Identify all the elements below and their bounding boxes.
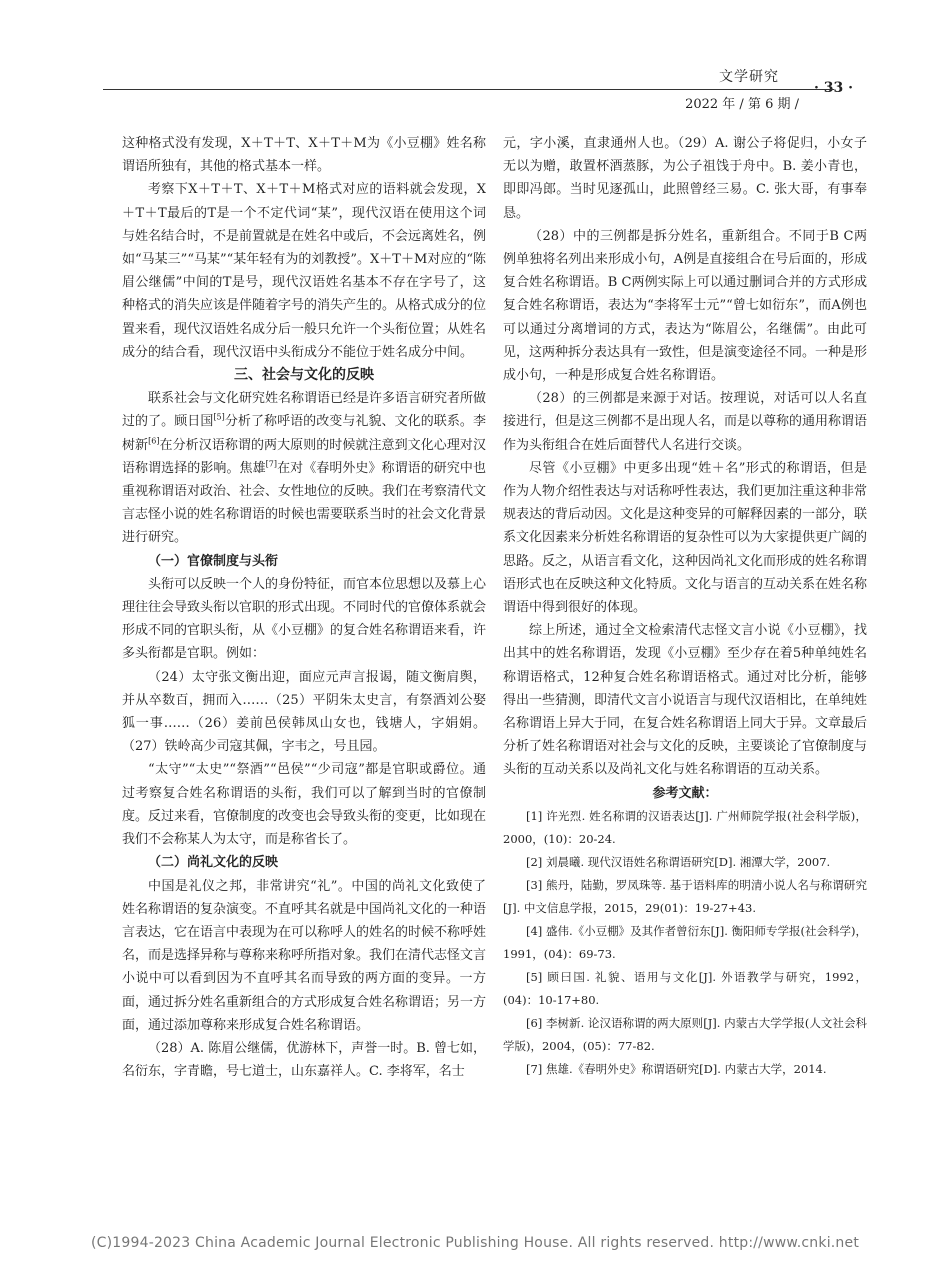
citation-ref: [6] — [148, 436, 160, 446]
paragraph: 综上所述，通过全文检索清代志怪文言小说《小豆棚》，找出其中的姓名称谓语，发现《小豆棚》至少存在着5种单纯姓名称谓语格式，12种复合姓名称谓语格式。通过对比分析，能够得出一些猜测，即清代文言小说语言与现代汉语相比，在单纯姓名称谓语上异大于同，在复合姓名称谓语上同大于异。文章最后分析了姓名称谓语对社会与文化的反映，主要谈论了官僚制度与头衔的互动关系以及尚礼文化与姓名称谓语的互动关系。 — [503, 623, 868, 778]
text-run: 分析了称呼语的改变与礼貌、文化的联系。李树新 — [122, 414, 486, 453]
subsection-title: （一）官僚制度与头衔 — [148, 553, 279, 569]
issue-label: 2022 年 / 第 6 期 / — [685, 97, 799, 112]
left-column — [122, 132, 486, 1083]
example-paragraph: （28）A. 陈眉公继儒，优游林下，声誉一时。B. 曾七如，名衍东，字青瞻，号七道士，山东嘉祥人。C. 李将军，名士 — [122, 1040, 487, 1080]
paragraph: 考察下X＋T＋T、X＋T＋M格式对应的语料就会发现，X＋T＋T最后的T是一个不定代词“某”，现代汉语在使用这个词与姓名结合时，不是前置就是在姓名中或后，不会远离姓名，例如“马某三”“马某”“某年轻有为的刘教授”。X＋T＋M对应的“陈眉公继儒”中间的T是号，现代汉语姓名基本不存在字号了，这种格式的消失应该是伴随着字号的消失产生的。从格式成分的位置来看，现代汉语姓名成分后一般只允许一个头衔位置；从姓名成分的结合看，现代汉语中头衔成分不能位于姓名成分中间。 — [122, 182, 487, 360]
subsection-title: （二）尚礼文化的反映 — [148, 855, 279, 871]
paragraph: （28）中的三例都是拆分姓名，重新组合。不同于B C两例单独将名列出来形成小句，A例是直接组合在号后面的，形成复合姓名称谓语。B C两例实际上可以通过删词合并的方式形成复合姓名称谓语，表达为“李将军士元”“曾七如衍东”，而A例也可以通过分离增词的方式，表达为“陈眉公，名继儒”。由此可见，这两种拆分表达具有一致性，但是演变途径不同。一种是形成小句，一种是形成复合姓名称谓语。 — [503, 228, 868, 384]
right-column — [503, 132, 867, 1081]
reference-item: [7] 焦雄.《春明外史》称谓语研究[D]. 内蒙古大学，2014. — [526, 1061, 827, 1076]
citation-ref: [5] — [213, 413, 225, 423]
text-run: 在对《春明外史》称谓语的研究中也重视称谓语对政治、社会、女性地位的反映。我们在考察清代文言志怪小说的姓名称谓语的时候也需要联系当时的社会文化背景进行研究。 — [122, 460, 487, 546]
example-paragraph: （24）太守张文衡出迎，面应元声言报谒，随文衡肩舆，并从卒数百，拥而入……（25）平阴朱太史言，有祭酒刘公娶狐一事……（26）姜前邑侯韩凤山女也，钱塘人，字娟娟。（27）铁岭高少司寇其佩，字韦之，号且园。 — [122, 669, 486, 755]
reference-item: [6] 李树新. 论汉语称谓的两大原则[J]. 内蒙古大学学报(人文社会科学版)，2004，(05)：77-82. — [503, 1015, 867, 1053]
references-list — [503, 805, 867, 1081]
header-rule — [103, 89, 834, 90]
paragraph: 这种格式没有发现，X＋T＋T、X＋T＋M为《小豆棚》姓名称谓语所独有，其他的格式基本一样。 — [122, 136, 486, 175]
reference-item: [1] 许光烈. 姓名称谓的汉语表达[J]. 广州师院学报(社会科学版)，2000，(10)：20-24. — [503, 808, 867, 846]
reference-item: [2] 刘晨曦. 现代汉语姓名称谓语研究[D]. 湘潭大学，2007. — [526, 854, 831, 869]
paragraph: 中国是礼仪之邦，非常讲究“礼”。中国的尚礼文化致使了姓名称谓语的复杂演变。不直呼其名就是中国尚礼文化的一种语言表达，它在语言中表现为在可以称呼人的姓名的时候不称呼姓名，而是选择异称与尊称来称呼所指对象。我们在清代志怪文言小说中可以看到因为不直呼其名而导致的两方面的变异。一方面，通过拆分姓名重新组合的方式形成复合姓名称谓语；另一方面，通过添加尊称来形成复合姓名称谓语。 — [122, 878, 487, 1033]
paragraph: 头衔可以反映一个人的身份特征，而官本位思想以及慕上心理往往会导致头衔以官职的形式出现。不同时代的官僚体系就会形成不同的官职头衔，从《小豆棚》的复合姓名称谓语来看，许多头衔都是官职。例如： — [122, 576, 487, 662]
paragraph: 尽管《小豆棚》中更多出现“姓＋名”形式的称谓语，但是作为人物介绍性表达与对话称呼性表达，我们更加注重这种非常规表达的背后动因。文化是这种变异的可解释因素的一部分，联系文化因素来分析姓名称谓语的复杂性可以为大家提供更广阔的思路。反之，从语言看文化，这种因尚礼文化而形成的姓名称谓语形式也在反映这种文化特质。文化与语言的互动关系在姓名称谓语中得到很好的体现。 — [503, 460, 868, 616]
reference-item: [5] 顾曰国. 礼貌、语用与文化[J]. 外语教学与研究，1992，(04)：10-17+80. — [503, 969, 867, 1007]
journal-name: 文学研究 — [719, 69, 779, 85]
page-number: · 33 · — [814, 80, 853, 96]
text-run: 联系社会与文化研究姓名称谓语已经是许多语言研究者所做过的了。顾日国 — [122, 391, 487, 430]
paragraph: “太守”“太史”“祭酒”“邑侯”“少司寇”都是官职或爵位。通过考察复合姓名称谓语的头衔，我们可以了解到当时的官僚制度。反过来看，官僚制度的改变也会导致头衔的变更，比如现在我们不会称某人为太守，而是称省长了。 — [122, 762, 487, 848]
section-title: 三、社会与文化的反映 — [234, 367, 374, 384]
paragraph — [122, 387, 486, 549]
text-run: 在分析汉语称谓的两大原则的时候就注意到文化心理对汉语称谓选择的影响。焦雄 — [122, 437, 486, 476]
references-title: 参考文献： — [652, 785, 718, 801]
reference-item: [3] 熊丹，陆勤，罗凤珠等. 基于语料库的明清小说人名与称谓研究[J]. 中文信息学报，2015，29(01)：19-27+43. — [503, 877, 867, 915]
copyright-footer: (C)1994-2023 China Academic Journal Electronic Publishing House. All rights reserved. http://www.cnki.net — [90, 1235, 860, 1251]
reference-item: [4] 盛伟.《小豆棚》及其作者曾衍东[J]. 衡阳师专学报(社会科学)，1991，(04)：69-73. — [503, 923, 867, 961]
citation-ref: [7] — [265, 459, 278, 469]
paragraph: 元，字小溪，直隶通州人也。（29）A. 谢公子将促归，小女子无以为赠，敢置杯酒蒸豚，为公子祖饯于舟中。B. 姜小青也，即即冯郎。当时见逐孤山，此照曾经三易。C. 张大哥，有事奉恳。 — [503, 136, 867, 221]
paragraph: （28）的三例都是来源于对话。按理说，对话可以人名直接进行，但是这三例都不是出现人名，而是以尊称的通用称谓语作为头衔组合在姓后面替代人名进行交谈。 — [503, 391, 868, 453]
